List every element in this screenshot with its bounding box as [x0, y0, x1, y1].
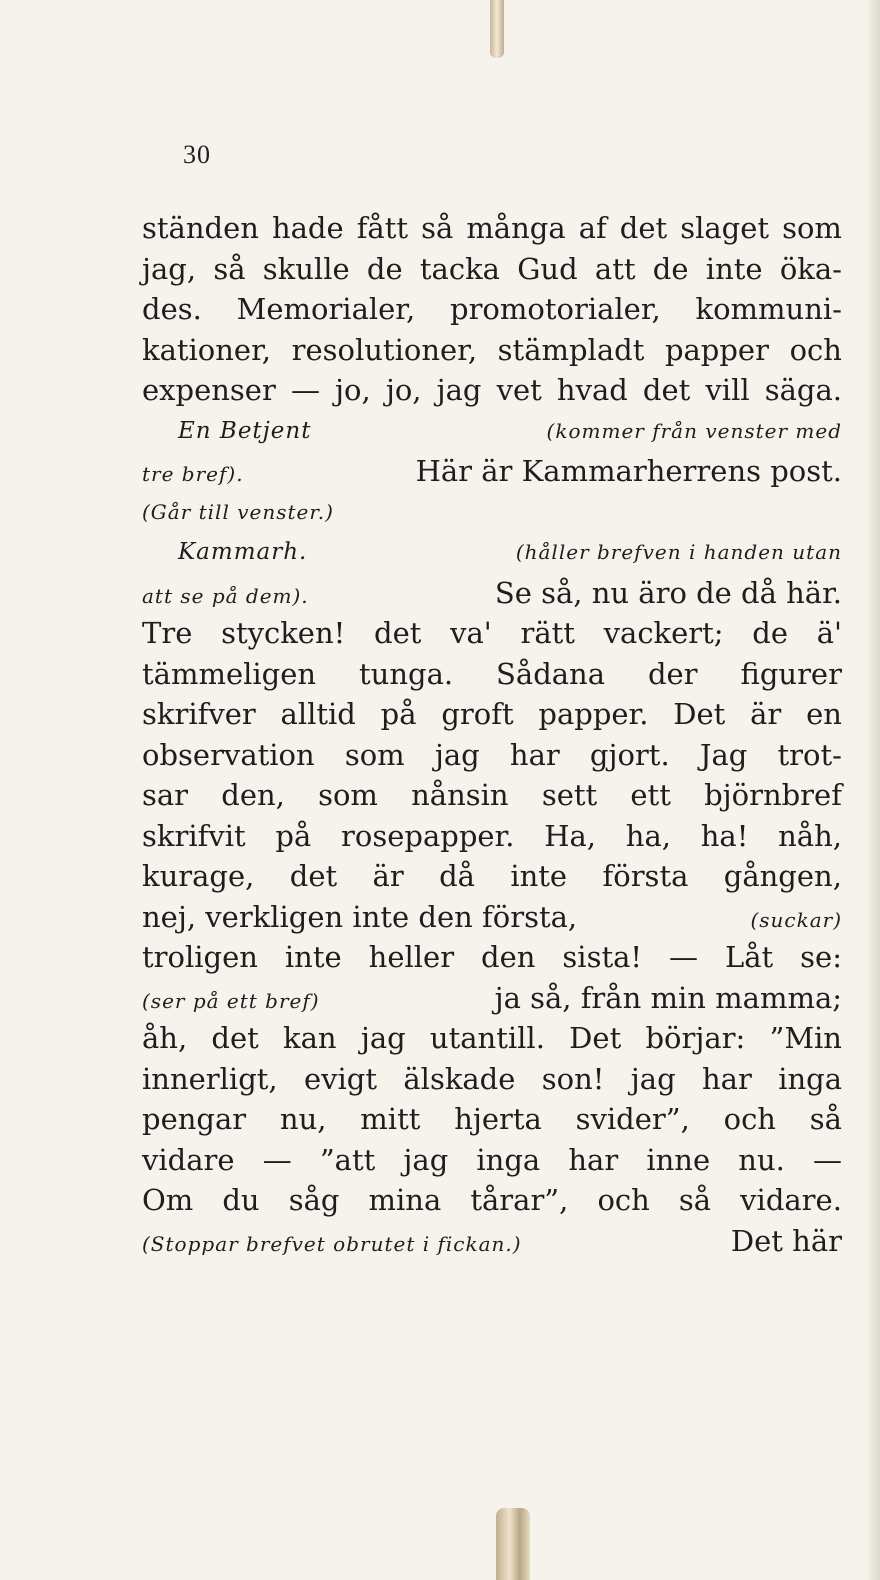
word: björnbref — [704, 778, 842, 812]
word: nu. — [738, 1142, 785, 1177]
text-segment: ja så, från min mamma; — [494, 980, 842, 1015]
word: utantill. — [429, 1021, 545, 1055]
binding-thread-top — [490, 0, 504, 58]
word: en — [806, 697, 842, 731]
word: observation — [142, 737, 315, 772]
word: många — [466, 211, 566, 245]
word: älskade — [403, 1061, 516, 1096]
word: det — [211, 1021, 259, 1055]
page-number: 30 — [183, 140, 211, 169]
word: de — [366, 251, 403, 286]
text-line — [142, 289, 842, 330]
word: skrifver — [142, 697, 256, 731]
word: Jag — [699, 737, 748, 772]
stage-direction: En Betjent — [178, 417, 312, 444]
word: kommuni- — [695, 292, 842, 326]
word: alltid — [280, 697, 356, 731]
word: inte — [284, 940, 342, 974]
word: — — [669, 940, 699, 974]
word: på — [380, 697, 417, 731]
word: Gud — [517, 251, 578, 286]
word: säga. — [764, 373, 842, 407]
word: vet — [496, 373, 542, 407]
word: det — [289, 859, 338, 893]
text-line — [142, 411, 842, 452]
word: groft — [441, 697, 514, 731]
text-segment: Se så, nu äro de då här. — [494, 575, 842, 610]
text-line — [142, 978, 842, 1019]
word: Det — [569, 1021, 622, 1055]
word: jag, — [142, 251, 197, 286]
word: som — [782, 211, 842, 245]
stage-direction: att se på dem). — [142, 583, 309, 608]
word: har — [509, 737, 560, 772]
word: rosepapper. — [341, 818, 515, 853]
text-segment: Det här — [730, 1223, 842, 1258]
word: svider”, — [575, 1102, 690, 1136]
word: kationer, — [142, 332, 271, 367]
word: jag — [434, 737, 480, 772]
word: Memorialer, — [236, 292, 416, 326]
word: den, — [221, 778, 285, 812]
body-text — [142, 208, 842, 1261]
word: såg — [288, 1183, 340, 1217]
word: tämmeligen — [142, 656, 317, 691]
stage-direction: (ser på ett bref) — [142, 988, 320, 1013]
word: inte — [510, 859, 568, 893]
word: och — [723, 1102, 776, 1136]
word: skrifvit — [142, 818, 246, 853]
word: mina — [368, 1183, 442, 1217]
word: heller — [368, 940, 455, 974]
word: inne — [646, 1142, 711, 1177]
word: af — [578, 211, 607, 245]
word: hvad — [556, 373, 628, 407]
word: kan — [283, 1021, 337, 1055]
word: — — [290, 373, 320, 407]
text-line — [142, 775, 842, 816]
text-line — [142, 492, 842, 533]
word: det — [374, 616, 422, 650]
word: det — [642, 373, 691, 407]
text-line — [142, 654, 842, 695]
word: de — [652, 251, 689, 286]
word: så — [213, 251, 246, 286]
text-line — [142, 1180, 842, 1221]
word: så — [678, 1183, 712, 1217]
word: jag — [436, 373, 482, 407]
word: nu, — [279, 1102, 327, 1136]
word: är — [750, 697, 782, 731]
word: ”Min — [769, 1021, 842, 1055]
word: vidare. — [740, 1183, 842, 1217]
word: och — [597, 1183, 650, 1217]
word: sett — [541, 778, 598, 812]
text-line — [142, 1059, 842, 1100]
word: jag — [630, 1061, 676, 1096]
word: ha, — [625, 818, 671, 853]
word: tacka — [419, 251, 500, 286]
word: jo, — [385, 373, 422, 407]
word: se: — [800, 940, 842, 974]
word: på — [275, 818, 312, 853]
word: jag — [403, 1142, 449, 1177]
word: fått — [356, 211, 409, 245]
text-line — [142, 370, 842, 411]
word: ständen — [142, 211, 259, 245]
text-line — [142, 856, 842, 897]
word: vackert; — [603, 616, 724, 650]
word: Om — [142, 1183, 194, 1217]
word: vill — [705, 373, 750, 407]
word: ä' — [816, 616, 842, 650]
text-line — [142, 208, 842, 249]
word: sista! — [562, 940, 643, 974]
word: kurage, — [142, 859, 255, 893]
word: Tre — [142, 616, 193, 650]
word: va' — [450, 616, 492, 650]
stage-direction: (håller brefven i handen utan — [515, 540, 842, 564]
text-line — [142, 1099, 842, 1140]
word: rätt — [520, 616, 575, 650]
word: börjar: — [645, 1021, 746, 1055]
word: Det — [673, 697, 726, 731]
word: pengar — [142, 1102, 247, 1136]
word: så — [809, 1102, 842, 1136]
word: har — [702, 1061, 752, 1096]
word: jo, — [335, 373, 371, 407]
stage-direction: Kammarh. — [178, 539, 308, 565]
word: då — [439, 859, 475, 893]
text-line — [142, 1221, 842, 1262]
word: hjerta — [454, 1102, 542, 1136]
word: åh, — [142, 1021, 188, 1055]
word: de — [752, 616, 789, 650]
word: — — [262, 1142, 292, 1177]
word: inte — [705, 251, 763, 286]
text-line — [142, 897, 842, 938]
word: är — [372, 859, 404, 893]
word: innerligt, — [142, 1061, 278, 1096]
word: figurer — [740, 656, 842, 691]
word: ett — [630, 778, 671, 812]
word: promotorialer, — [450, 292, 661, 326]
word: gången, — [723, 859, 842, 893]
word: nåh, — [778, 818, 842, 853]
stage-direction: (Stoppar brefvet obrutet i fickan.) — [142, 1231, 522, 1256]
word: ”att — [319, 1142, 376, 1177]
word: gjort. — [589, 737, 670, 772]
word: son! — [541, 1061, 605, 1096]
word: expenser — [142, 373, 276, 407]
word: att — [594, 251, 636, 286]
text-line — [142, 937, 842, 978]
page-edge-shadow — [866, 0, 880, 1580]
word: vidare — [142, 1142, 235, 1177]
text-line — [142, 613, 842, 654]
stage-direction: (suckar) — [750, 907, 842, 932]
text-line — [142, 694, 842, 735]
stage-direction: (Går till venster.) — [142, 499, 334, 524]
text-line — [142, 816, 842, 857]
word: mitt — [360, 1102, 421, 1136]
word: har — [568, 1142, 619, 1177]
word: Låt — [725, 940, 774, 974]
word: evigt — [303, 1061, 378, 1096]
stage-direction: tre bref). — [142, 462, 244, 486]
word: inga — [778, 1061, 842, 1096]
word: stämpladt — [497, 332, 645, 367]
word: tunga. — [359, 656, 454, 691]
word: resolutioner, — [291, 332, 478, 367]
word: slaget — [680, 211, 770, 245]
word: sar — [142, 778, 189, 812]
word: ha! — [700, 818, 749, 853]
text-line — [142, 1018, 842, 1059]
word: det — [619, 211, 668, 245]
word: hade — [271, 211, 344, 245]
text-line — [142, 573, 842, 614]
word: der — [647, 656, 698, 691]
text-line — [142, 330, 842, 371]
word: papper. — [538, 697, 649, 731]
word: Ha, — [544, 818, 597, 853]
word: skulle — [262, 251, 350, 286]
word: tårar”, — [470, 1183, 569, 1217]
text-line — [142, 532, 842, 573]
text-line — [142, 735, 842, 776]
word: — — [813, 1142, 842, 1177]
word: papper — [664, 332, 769, 367]
stage-direction: (kommer från venster med — [546, 418, 842, 443]
word: som — [344, 737, 405, 772]
word: du — [222, 1183, 260, 1217]
word: troligen — [142, 940, 258, 974]
word: des. — [142, 292, 202, 326]
word: öka- — [779, 251, 842, 286]
word: första — [602, 859, 689, 893]
word: inga — [476, 1142, 541, 1177]
word: och — [789, 332, 842, 367]
word: nånsin — [411, 778, 509, 812]
word: trot- — [777, 737, 842, 772]
word: så — [421, 211, 454, 245]
text-segment: Här är Kammarherrens post. — [415, 454, 842, 488]
word: Sådana — [496, 656, 606, 691]
word: den — [481, 940, 536, 974]
word: jag — [360, 1021, 406, 1055]
binding-thread-bottom — [496, 1508, 530, 1580]
text-segment: nej, verkligen inte den första, — [142, 899, 578, 934]
text-line — [142, 249, 842, 290]
text-line — [142, 451, 842, 492]
text-line — [142, 1140, 842, 1181]
word: stycken! — [221, 616, 346, 650]
word: som — [318, 778, 378, 812]
